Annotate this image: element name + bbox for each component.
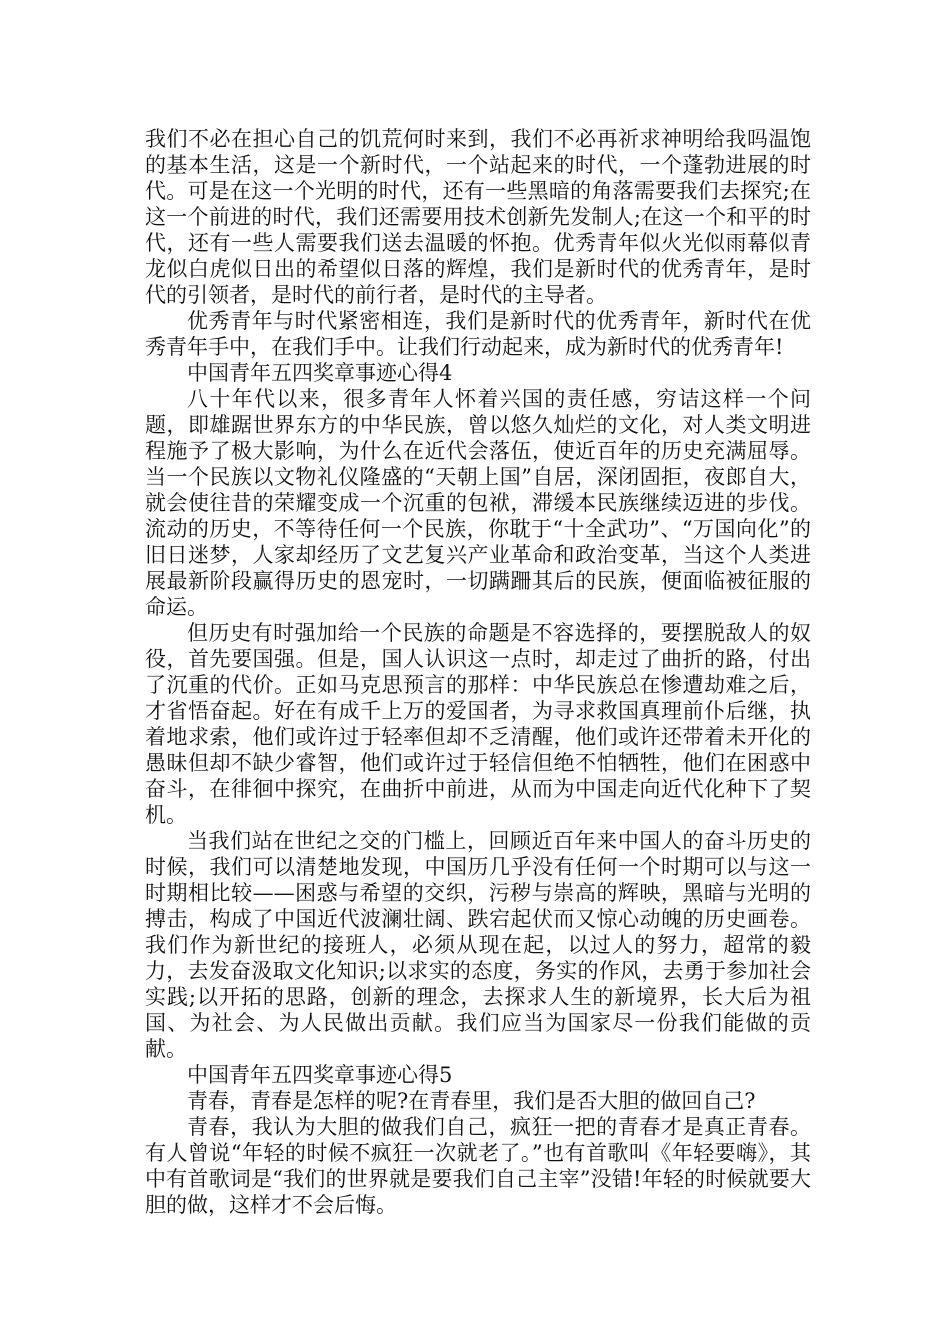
document-body — [145, 126, 811, 1218]
paragraph-youth-question: 青春，青春是怎样的呢?在青春里，我们是否大胆的做回自己? — [187, 1089, 756, 1113]
paragraph-new-era: 我们不必在担心自己的饥荒何时来到，我们不必再祈求神明给我吗温饱的基本生活，这是一个新时代，一个站起来的时代，一个蓬勃进展的时代。可是在这一个光明的时代，还有一些黑暗的角落需要我们去探究;在这一个前进的时代，我们还需要用技术创新先发制人;在这一个和平的时代，还有一些人需要我们送去温暖的怀抱。优秀青年似火光似雨幕似青龙似白虎似日出的希望似日落的辉煌，我们是新时代的优秀青年，是时代的引领者，是时代的前行者，是时代的主导者。 — [145, 127, 811, 307]
paragraph-history-proposition: 但历史有时强加给一个民族的命题是不容选择的，要摆脱敌人的奴役，首先要国强。但是，国人认识这一点时，却走过了曲折的路，付出了沉重的代价。正如马克思预言的那样：中华民族总在惨遭劫难之后，才省悟奋起。好在有成千上万的爱国者，为寻求救国真理前仆后继，执着地求索，他们或许过于轻率但却不乏清醒，他们或许还带着未开化的愚昧但却不缺少睿智，他们或许过于轻信但绝不怕牺牲，他们在困惑中奋斗，在徘徊中探究，在曲折中前进，从而为中国走向近代化种下了契机。 — [145, 621, 811, 827]
paragraph-eighties: 八十年代以来，很多青年人怀着兴国的责任感，穷诘这样一个问题，即雄踞世界东方的中华民族，曾以悠久灿烂的文化，对人类文明进程施予了极大影响，为什么在近代会落伍，使近百年的历史充满屈辱。当一个民族以文物礼仪隆盛的“天朝上国”自居，深闭固拒，夜郎自大，就会使往昔的荣耀变成一个沉重的包袱，滞缓本民族继续迈进的步伐。流动的历史，不等待任何一个民族，你耽于“十全武功”、“万国向化”的旧日迷梦，人家却经历了文艺复兴产业革命和政治变革，当这个人类进展最新阶段赢得历史的恩宠时，一切蹒跚其后的民族，便面临被征服的命运。 — [145, 387, 811, 619]
paragraph-youth-and-era: 优秀青年与时代紧密相连，我们是新时代的优秀青年，新时代在优秀青年手中，在我们手中。让我们行动起来，成为新时代的优秀青年! — [145, 309, 811, 359]
section-heading-5: 中国青年五四奖章事迹心得5 — [187, 1063, 453, 1087]
section-heading-4: 中国青年五四奖章事迹心得4 — [187, 361, 453, 385]
paragraph-century-threshold: 当我们站在世纪之交的门槛上，回顾近百年来中国人的奋斗历史的时候，我们可以清楚地发现，中国历几乎没有任何一个时期可以与这一时期相比较——困惑与希望的交织，污秽与崇高的辉映，黑暗与光明的搏击，构成了中国近代波澜壮阔、跌宕起伏而又惊心动魄的历史画卷。我们作为新世纪的接班人，必须从现在起，以过人的努力，超常的毅力，去发奋汲取文化知识;以求实的态度，务实的作风，去勇于参加社会实践;以开拓的思路，创新的理念，去探求人生的新境界，长大后为祖国、为社会、为人民做出贡献。我们应当为国家尽一份我们能做的贡献。 — [145, 829, 811, 1061]
paragraph-youth-bold: 青春，我认为大胆的做我们自己，疯狂一把的青春才是真正青春。有人曾说“年轻的时候不疯狂一次就老了。”也有首歌叫《年轻要嗨》，其中有首歌词是“我们的世界就是要我们自己主宰”没错!年轻的时候就要大胆的做，这样才不会后悔。 — [145, 1115, 811, 1217]
